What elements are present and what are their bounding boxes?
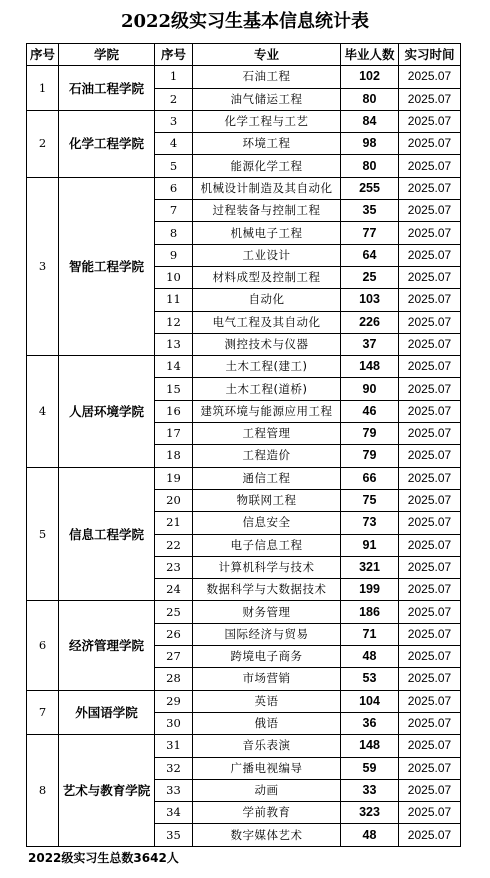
graduate-count: 91 [341,534,399,556]
college-number: 2 [27,110,59,177]
major-index: 19 [155,467,193,489]
total-summary: 2022级实习生总数3642人 [28,851,179,865]
table-row [27,356,461,378]
graduate-count: 53 [341,668,399,690]
page-title: 2022级实习生基本信息统计表 [120,11,370,32]
graduate-count: 79 [341,423,399,445]
major-index: 7 [155,200,193,222]
major-index: 3 [155,110,193,132]
major-name: 英语 [193,690,341,712]
major-index: 26 [155,623,193,645]
graduate-count: 77 [341,222,399,244]
graduate-count: 75 [341,489,399,511]
major-name: 机械电子工程 [193,222,341,244]
major-index: 24 [155,579,193,601]
college-name: 石油工程学院 [59,66,155,111]
major-index: 18 [155,445,193,467]
major-name: 环境工程 [193,133,341,155]
major-index: 30 [155,712,193,734]
major-index: 17 [155,423,193,445]
major-name: 广播电视编导 [193,757,341,779]
graduate-count: 80 [341,88,399,110]
major-index: 14 [155,356,193,378]
intern-time: 2025.07 [399,489,461,511]
intern-time: 2025.07 [399,133,461,155]
header-major: 专业 [193,44,341,66]
graduate-count: 35 [341,200,399,222]
graduate-count: 148 [341,356,399,378]
intern-time: 2025.07 [399,646,461,668]
intern-time: 2025.07 [399,467,461,489]
college-name: 智能工程学院 [59,177,155,355]
major-index: 9 [155,244,193,266]
intern-time: 2025.07 [399,110,461,132]
college-number: 6 [27,601,59,690]
major-name: 财务管理 [193,601,341,623]
major-name: 计算机科学与技术 [193,556,341,578]
major-name: 油气储运工程 [193,88,341,110]
major-index: 4 [155,133,193,155]
intern-time: 2025.07 [399,579,461,601]
graduate-count: 103 [341,289,399,311]
major-index: 8 [155,222,193,244]
major-index: 6 [155,177,193,199]
intern-time: 2025.07 [399,735,461,757]
major-index: 25 [155,601,193,623]
table-row [27,177,461,199]
major-index: 27 [155,646,193,668]
college-name: 化学工程学院 [59,110,155,177]
major-index: 29 [155,690,193,712]
intern-time: 2025.07 [399,556,461,578]
graduate-count: 37 [341,333,399,355]
major-index: 20 [155,489,193,511]
intern-time: 2025.07 [399,311,461,333]
major-name: 国际经济与贸易 [193,623,341,645]
major-index: 31 [155,735,193,757]
header-graduates: 毕业人数 [341,44,399,66]
header-seq: 序号 [27,44,59,66]
major-name: 工业设计 [193,244,341,266]
graduate-count: 64 [341,244,399,266]
graduate-count: 25 [341,266,399,288]
college-number: 1 [27,66,59,111]
intern-time: 2025.07 [399,289,461,311]
college-name: 经济管理学院 [59,601,155,690]
major-index: 22 [155,534,193,556]
graduate-count: 104 [341,690,399,712]
major-index: 23 [155,556,193,578]
major-name: 动画 [193,779,341,801]
major-name: 信息安全 [193,512,341,534]
major-name: 土木工程(建工) [193,356,341,378]
graduate-count: 66 [341,467,399,489]
graduate-count: 90 [341,378,399,400]
table-body [27,66,461,846]
intern-time: 2025.07 [399,712,461,734]
intern-time: 2025.07 [399,356,461,378]
intern-time: 2025.07 [399,88,461,110]
intern-time: 2025.07 [399,266,461,288]
major-name: 化学工程与工艺 [193,110,341,132]
major-name: 俄语 [193,712,341,734]
graduate-count: 102 [341,66,399,88]
college-name: 信息工程学院 [59,467,155,601]
graduate-count: 84 [341,110,399,132]
major-index: 15 [155,378,193,400]
college-name: 人居环境学院 [59,356,155,467]
intern-time: 2025.07 [399,222,461,244]
major-name: 通信工程 [193,467,341,489]
college-number: 3 [27,177,59,355]
intern-time: 2025.07 [399,690,461,712]
major-name: 电子信息工程 [193,534,341,556]
major-index: 5 [155,155,193,177]
graduate-count: 46 [341,400,399,422]
major-name: 石油工程 [193,66,341,88]
header-major-seq: 序号 [155,44,193,66]
graduate-count: 59 [341,757,399,779]
intern-time: 2025.07 [399,757,461,779]
graduate-count: 323 [341,802,399,824]
major-name: 建筑环境与能源应用工程 [193,400,341,422]
major-name: 工程造价 [193,445,341,467]
major-name: 电气工程及其自动化 [193,311,341,333]
intern-time: 2025.07 [399,400,461,422]
intern-time: 2025.07 [399,445,461,467]
graduate-count: 73 [341,512,399,534]
major-name: 材料成型及控制工程 [193,266,341,288]
intern-time: 2025.07 [399,779,461,801]
graduate-count: 71 [341,623,399,645]
major-index: 11 [155,289,193,311]
graduate-count: 199 [341,579,399,601]
intern-stats-table [26,43,461,847]
major-index: 34 [155,802,193,824]
major-index: 13 [155,333,193,355]
major-name: 测控技术与仪器 [193,333,341,355]
table-row [27,66,461,88]
major-index: 2 [155,88,193,110]
header-row [27,44,461,66]
intern-time: 2025.07 [399,66,461,88]
intern-time: 2025.07 [399,668,461,690]
table-row [27,110,461,132]
major-index: 33 [155,779,193,801]
intern-time: 2025.07 [399,802,461,824]
college-name: 外国语学院 [59,690,155,735]
major-name: 土木工程(道桥) [193,378,341,400]
table-row [27,601,461,623]
major-index: 1 [155,66,193,88]
major-index: 10 [155,266,193,288]
college-number: 5 [27,467,59,601]
major-index: 16 [155,400,193,422]
intern-time: 2025.07 [399,601,461,623]
header-college: 学院 [59,44,155,66]
intern-time: 2025.07 [399,333,461,355]
graduate-count: 48 [341,824,399,846]
major-index: 21 [155,512,193,534]
major-name: 数字媒体艺术 [193,824,341,846]
intern-time: 2025.07 [399,824,461,846]
major-name: 机械设计制造及其自动化 [193,177,341,199]
major-name: 过程装备与控制工程 [193,200,341,222]
graduate-count: 255 [341,177,399,199]
graduate-count: 226 [341,311,399,333]
graduate-count: 186 [341,601,399,623]
major-name: 跨境电子商务 [193,646,341,668]
intern-time: 2025.07 [399,244,461,266]
college-number: 7 [27,690,59,735]
graduate-count: 321 [341,556,399,578]
major-index: 32 [155,757,193,779]
major-name: 音乐表演 [193,735,341,757]
major-name: 自动化 [193,289,341,311]
header-intern-time: 实习时间 [399,44,461,66]
intern-time: 2025.07 [399,378,461,400]
major-name: 数据科学与大数据技术 [193,579,341,601]
graduate-count: 148 [341,735,399,757]
intern-time: 2025.07 [399,177,461,199]
intern-time: 2025.07 [399,200,461,222]
graduate-count: 98 [341,133,399,155]
graduate-count: 80 [341,155,399,177]
intern-time: 2025.07 [399,155,461,177]
graduate-count: 33 [341,779,399,801]
major-name: 工程管理 [193,423,341,445]
table-row [27,467,461,489]
major-index: 35 [155,824,193,846]
major-name: 市场营销 [193,668,341,690]
major-index: 12 [155,311,193,333]
intern-time: 2025.07 [399,423,461,445]
college-name: 艺术与教育学院 [59,735,155,846]
intern-time: 2025.07 [399,512,461,534]
major-name: 能源化学工程 [193,155,341,177]
intern-time: 2025.07 [399,623,461,645]
graduate-count: 79 [341,445,399,467]
table-row [27,735,461,757]
intern-time: 2025.07 [399,534,461,556]
college-number: 4 [27,356,59,467]
table-row [27,690,461,712]
major-index: 28 [155,668,193,690]
graduate-count: 36 [341,712,399,734]
major-name: 物联网工程 [193,489,341,511]
graduate-count: 48 [341,646,399,668]
college-number: 8 [27,735,59,846]
major-name: 学前教育 [193,802,341,824]
